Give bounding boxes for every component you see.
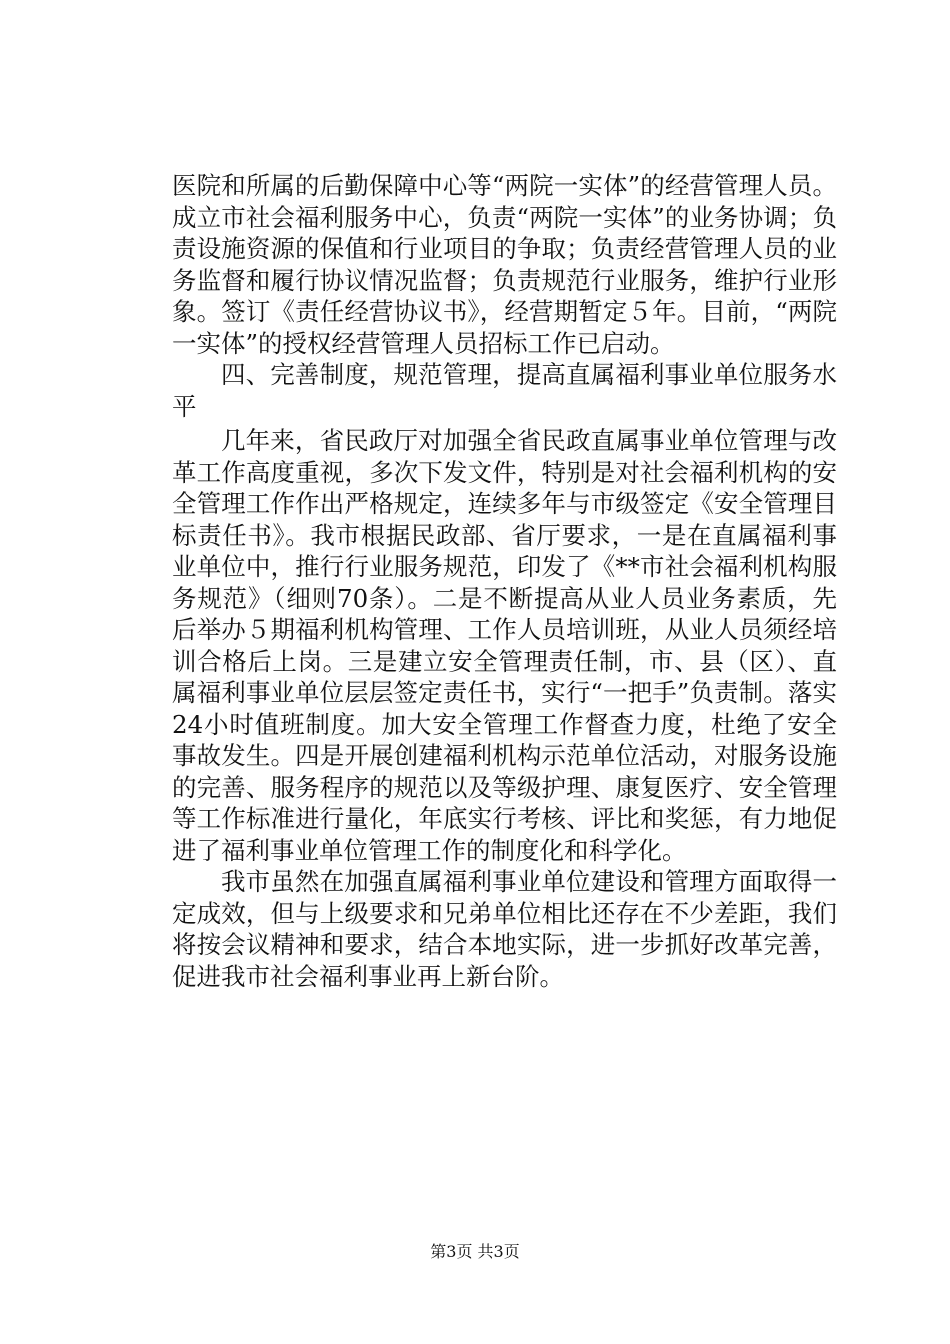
page-number-footer: 第3页 共3页 xyxy=(430,1242,520,1261)
document-body xyxy=(172,170,837,992)
paragraph-conclusion: 我市虽然在加强直属福利事业单位建设和管理方面取得一定成效，但与上级要求和兄弟单位相比还存在不少差距，我们将按会议精神和要求，结合本地实际，进一步抓好改革完善，促进我市社会福利事业再上新台阶。 xyxy=(172,867,837,991)
paragraph-body: 几年来，省民政厅对加强全省民政直属事业单位管理与改革工作高度重视，多次下发文件，特别是对社会福利机构的安全管理工作作出严格规定，连续多年与市级签定《安全管理目标责任书》。我市根据民政部、省厅要求，一是在直属福利事业单位中，推行行业服务规范，印发了《**市社会福利机构服务规范》（细则70条）。二是不断提高从业人员业务素质，先后举办５期福利机构管理、工作人员培训班，从业人员须经培训合格后上岗。三是建立安全管理责任制，市、县（区）、直属福利事业单位层层签定责任书，实行“一把手”负责制。落实24小时值班制度。加大安全管理工作督查力度，杜绝了安全事故发生。四是开展创建福利机构示范单位活动，对服务设施的完善、服务程序的规范以及等级护理、康复医疗、安全管理等工作标准进行量化，年底实行考核、评比和奖惩，有力地促进了福利事业单位管理工作的制度化和科学化。 xyxy=(172,426,837,865)
section-heading: 四、完善制度，规范管理，提高直属福利事业单位服务水平 xyxy=(172,360,837,421)
paragraph-continuation: 医院和所属的后勤保障中心等“两院一实体”的经营管理人员。成立市社会福利服务中心，负责“两院一实体”的业务协调；负责设施资源的保值和行业项目的争取；负责经营管理人员的业务监督和履行协议情况监督；负责规范行业服务，维护行业形象。签订《责任经营协议书》，经营期暂定５年。目前，“两院一实体”的授权经营管理人员招标工作已启动。 xyxy=(172,171,837,358)
